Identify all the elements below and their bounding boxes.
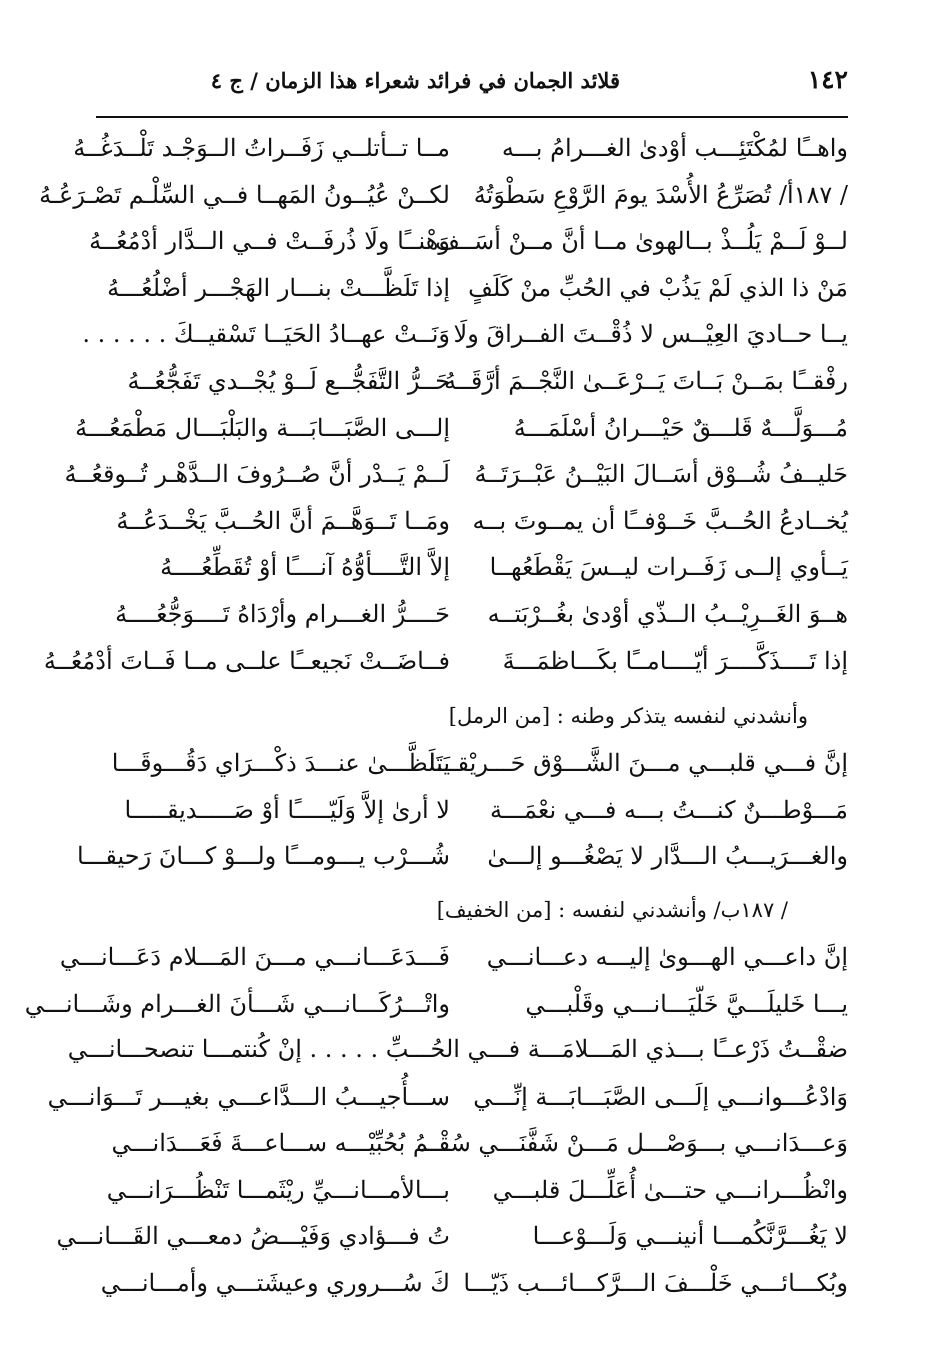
verse-second-hemistich: فــاضَــتْ نَجيعــًا علــى مــا فَــاتَ أدْمُعُــهُ [43,646,450,675]
verse-second-hemistich: مــا تــأتلــي زَفَــراتُ الــوَجْـد تَلْــدَغُــهُ [73,134,450,162]
verse [96,590,848,637]
verse [96,357,848,404]
poem-block-1 [39,124,848,683]
verse-second-hemistich: لا أرىٰ إلاَّ وَلَيّـــــًا أوْ صَـــــديقـــــا [124,795,450,824]
poem-intro: وأنشدني لنفسه يتذكر وطنه : [من الرمل] [448,704,808,729]
verse-second-hemistich: كَ سُـــروري وعيشَتـــي وأمـــانـــي [100,1269,450,1298]
verse-first-hemistich: مَـــوْطـــنٌ كنـــتُ بـــه فـــي نعْمَـــة [490,795,848,824]
verse-first-hemistich: مَنْ ذا الذي لَمْ يَذُبْ في الحُبِّ منْ كَلَفٍ [468,273,848,302]
verse [96,264,848,311]
verse-first-hemistich: وبُكـــائـــي خَلْـــفَ الـــرَّكـــائـــب ذَيّـــا [463,1269,848,1298]
verse-first-hemistich: لــوْ لَــمْ يَلُــذْ بــالهوىٰ مــا أنَّ مــنْ أسَــف [435,227,848,256]
verse-second-hemistich: وَهْنــًا ولَا ذُرفَــتْ فــي الــدَّار أدْمُعُــهُ [89,227,450,256]
verse [96,1119,848,1166]
verse [89,217,848,264]
verse-second-hemistich: وَنَــتْ عهــادُ الحَيَــا تَسْقيــكَ . . . . . . [82,320,450,349]
verse-second-hemistich: تُ فـــؤادي وَفَيْـــضُ دمعـــي القَـــانـــي [56,1222,450,1251]
poem-block-2 [76,739,848,879]
verse-first-hemistich: يـــا خَليلَـــيَّ خَلّيَـــانـــي وقَلْبـــي [525,989,848,1018]
verse-first-hemistich: يَــأوي إلــى زَفَــرات ليــسَ يَقْطَعُهــا [489,553,848,582]
verse-second-hemistich: يَتَلَظَّـــىٰ عنـــدَ ذكْـــرَاي دَقُـــوقَـــا [111,749,450,778]
verse [75,404,848,451]
verse-second-hemistich: حَــــرُّ الغـــرام وأرْدَاهُ تَــــوَجُّعُــــهُ [115,599,450,628]
page-header [96,62,848,102]
verse-first-hemistich: إنَّ داعـــي الهـــوىٰ إليـــه دعـــانـــي [486,942,848,971]
verse-second-hemistich: لَــمْ يَــدْر أنَّ صُــرُوفَ الــدَّهْـر تُــوقعُــهُ [64,460,450,489]
verse [24,980,848,1027]
verse-second-hemistich: حَــرُّ التَّفَجُّــع لَــوْ يُجْــدي تَفَجُّعُــهُ [127,366,450,395]
verse-second-hemistich: إذا تَلَظَّـــتْ بنـــار الهَجْـــر أضْلُعُـــهُ [107,273,450,302]
verse [56,1212,848,1259]
verse [96,786,848,833]
header-rule [96,116,848,118]
verse [96,543,848,590]
verse-first-hemistich: مُـــوَلَّـــهٌ قَلـــقٌ حَيْـــرانُ أسْلَمَـــهُ [513,413,848,442]
verse [43,637,848,684]
verse-first-hemistich: وانْظُـــرانـــي حتـــىٰ أُعَلِّـــلَ قلبـــي [492,1175,848,1204]
verse-second-hemistich: ســـأُجيـــبُ الـــدَّاعـــي بغيـــر تَـــوَانـــي [47,1082,450,1111]
verse [39,171,848,218]
verse-first-hemistich: رفْقــًا بمَــنْ بَــاتَ يَــرْعَــىٰ النَّجْــمَ أرَّقَــهُ [443,366,848,395]
verse-second-hemistich: ومَــا تَــوَهَّــمَ أنَّ الحُــبَّ يَخْــدَعُــهُ [116,506,450,535]
verse [73,124,848,171]
verse-second-hemistich: فَـــدَعَـــانـــي مـــنَ المَـــلام دَعَـــانـــي [59,942,450,971]
verse-first-hemistich: لا يَغُـــرَّنَّكُمـــا أنينـــي وَلَـــوْعـــا [532,1222,848,1251]
verse-second-hemistich: بـــالأمـــانـــيِّ ريْثَمـــا تَنْظُـــرَانـــي [106,1175,450,1204]
verse-first-hemistich: يُخــادعُ الحُــبَّ خَــوْفــًا أن يمــوتَ بــه [472,506,848,535]
verse [96,497,848,544]
verse [59,933,848,980]
verse [82,310,848,357]
verse [96,1259,848,1306]
poem-intro: / ١٨٧ب/ وأنشدني لنفسه : [من الخفيف] [436,897,788,922]
verse [96,739,848,786]
page-number: ١٤٢ [807,65,848,94]
verse-first-hemistich: يــا حــاديَ العِيْــس لا ذُقْــتَ الفــراقَ ولَا [453,320,848,349]
verse-first-hemistich: إذا تَــــذَكَّــــرَ أيّــــامــًا بكَـــاظمَـــةَ [502,646,848,675]
verse-second-hemistich: إلـــى الصَّبَـــابَـــة والبَلْبَـــال مَطْمَعُـــهُ [75,413,450,442]
verse-second-hemistich: لكــنْ عُيُــونُ المَهــا فــي السِّلْـم تَصْـرَعُـهُ [39,180,450,209]
verse-second-hemistich: ـــمُ بُحُبِّيْـــه ســـاعـــةَ فَعَـــدَانـــي [111,1129,450,1158]
verse [96,1166,848,1213]
page-body [24,124,848,1306]
verse-first-hemistich: واهــًا لمُكْتَئِـــب أوْدىٰ الغـــرامُ بـــه [501,134,848,162]
verse-second-hemistich: واتْـــرُكَـــانـــي شَـــأنَ الغـــرام وشَـــانـــي [24,989,450,1018]
verse-first-hemistich: وَعـــدَانـــي بـــوَصْـــل مَـــنْ شَفَّنَـــي سُقْـــ [417,1129,848,1158]
verse-full-line: ضقْــتُ ذَرْعــًا بـــذي المَـــلامَـــة فـــي الحُـــبِّ . . . . . إنْ كُنتمـــا تنصحـــانـــي [67,1035,848,1064]
verse-first-hemistich: إنَّ فـــي قلبـــي مـــنَ الشَّـــوْق حَـــريْقـــا [429,749,848,778]
verse-first-hemistich: والغـــرَيـــبُ الـــدَّار لا يَصْغُـــو إلـــىٰ [487,842,848,871]
verse-first-hemistich: هــوَ الغَــرِيْــبُ الــذّي أوْدىٰ بغُــرْبَتــه [487,599,848,628]
verse-second-hemistich: إلاَّ التَّــــأوُّهُ آنــــًا أوْ تُقَطِّعُــــهُ [160,553,450,582]
running-title: قلائد الجمان في فرائد شعراء هذا الزمان / ج ٤ [210,68,620,93]
verse-first-hemistich: حَليــفُ شُــوْق أسَــالَ البَيْــنُ عَبْــرَتَــهُ [474,460,848,489]
verse [76,832,848,879]
verse [64,450,848,497]
poem-block-3 [24,933,848,1306]
verse-first-hemistich: / ١٨٧أ/ تُصَرِّعُ الأُسْدَ يومَ الرَّوْعِ سَطْوَتُهُ [473,180,848,209]
verse-first-hemistich: وَادْعُـــوانـــي إلَـــى الصَّبَـــابَـــة إنِّـــي [473,1082,848,1111]
verse [47,1073,848,1120]
verse-second-hemistich: شُـــرْب يـــومـــًا ولـــوْ كـــانَ رَحيقـــا [76,842,450,871]
